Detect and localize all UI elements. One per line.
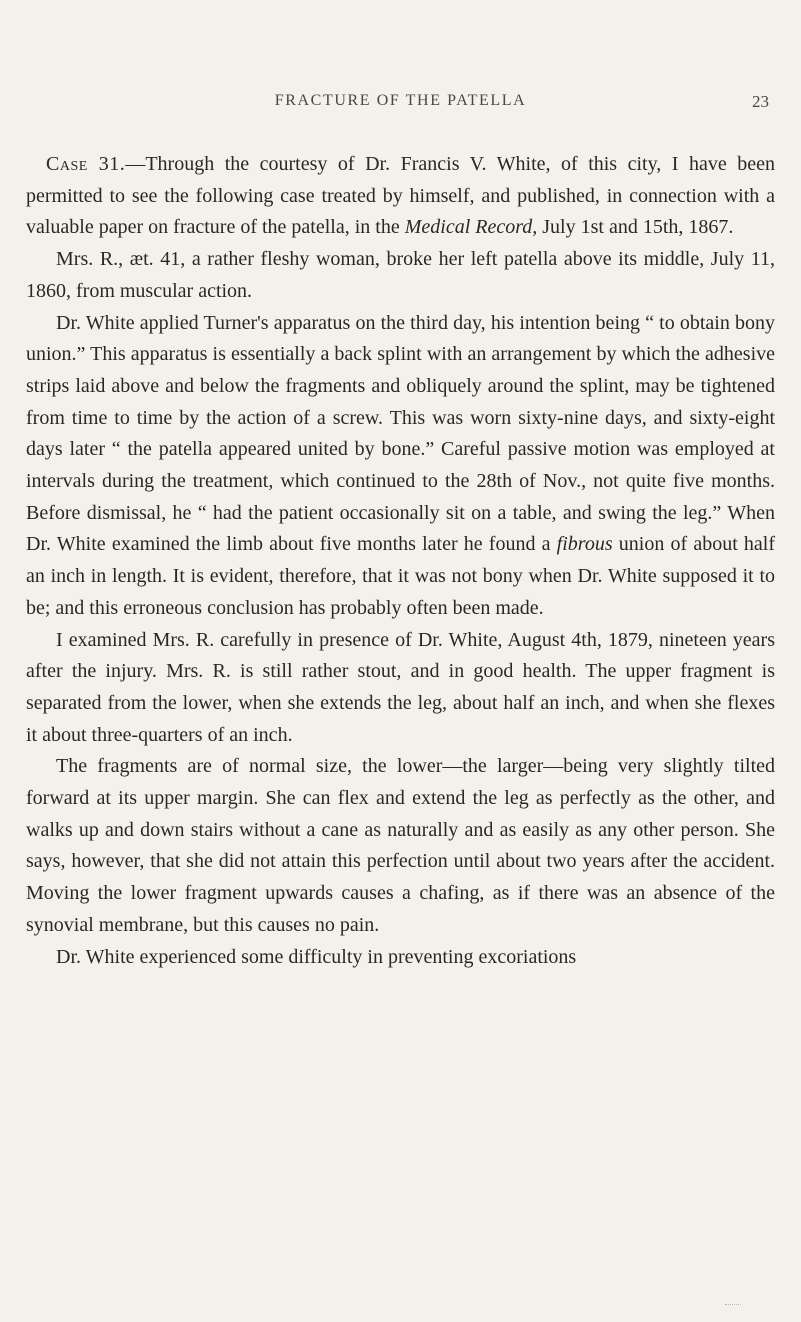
treatment-conclusion: union of about half an inch in length. It is evident, therefore, that it was not bony when Dr. White supposed it to be; and this erroneous conclusion has probably often been made. — [26, 533, 776, 619]
case-31-text: —Through the courtesy of Dr. Francis V. White, of this city, I have been permitted to see the following case treated by himself, and published, in connection with a valuable paper on fracture of the patella, in the — [26, 153, 775, 239]
paragraph-fragments: The fragments are of normal size, the lower—the larger—being very slightly tilted forward at its upper margin. She can flex and extend the leg as perfectly as the other, and walks up and down stairs without a cane as naturally and as easily as any other person. She says, however, that she did not attain this perfection until about two years after the accident. Moving the lower fragment upwards causes a chafing, as if there was an absence of the synovial membrane, but this causes no pain. — [26, 755, 775, 936]
paragraph-treatment — [26, 308, 775, 625]
body-text — [26, 149, 775, 973]
treatment-text: Dr. White applied Turner's apparatus on the third day, his intention being “ to obtain bony union.” This apparatus is essentially a back splint with an arrangement by which the adhesive strips laid above and below the fragments and obliquely around the splint, may be tightened from time to time by the action of a screw. This was worn sixty-nine days, and sixty-eight days later “ the patella appeared united by bone.” Careful passive motion was employed at intervals during the treatment, which continued to the 28th of Nov., not quite five months. Before dismissal, he “ had the patient occasionally sit on a table, and swing the leg.” When Dr. White examined the limb about five months later he found a — [26, 311, 775, 556]
running-title: FRACTURE OF THE PATELLA — [274, 92, 527, 109]
paper-speck — [725, 1304, 741, 1315]
fibrous-emphasis: fibrous — [556, 533, 613, 556]
paragraph-patient: Mrs. R., æt. 41, a rather fleshy woman, broke her left patella above its middle, July 11, 1860, from muscular action. — [26, 248, 775, 302]
case-label: Case 31. — [46, 153, 126, 175]
page-number: 23 — [752, 92, 769, 111]
paragraph-examination: I examined Mrs. R. carefully in presence of Dr. White, August 4th, 1879, nineteen years after the injury. Mrs. R. is still rather stout, and in good health. The upper fragment is separated from the lower, when she extends the leg, about half an inch, and when she flexes it about three-quarters of an inch. — [26, 628, 775, 746]
running-head — [20, 92, 781, 118]
journal-title: Medical Record, — [404, 216, 538, 239]
case-31-date: July 1st and 15th, 1867. — [537, 216, 734, 239]
paragraph-case-31 — [26, 149, 775, 244]
paragraph-excoriations: Dr. White experienced some difficulty in preventing excoriations — [56, 945, 577, 968]
